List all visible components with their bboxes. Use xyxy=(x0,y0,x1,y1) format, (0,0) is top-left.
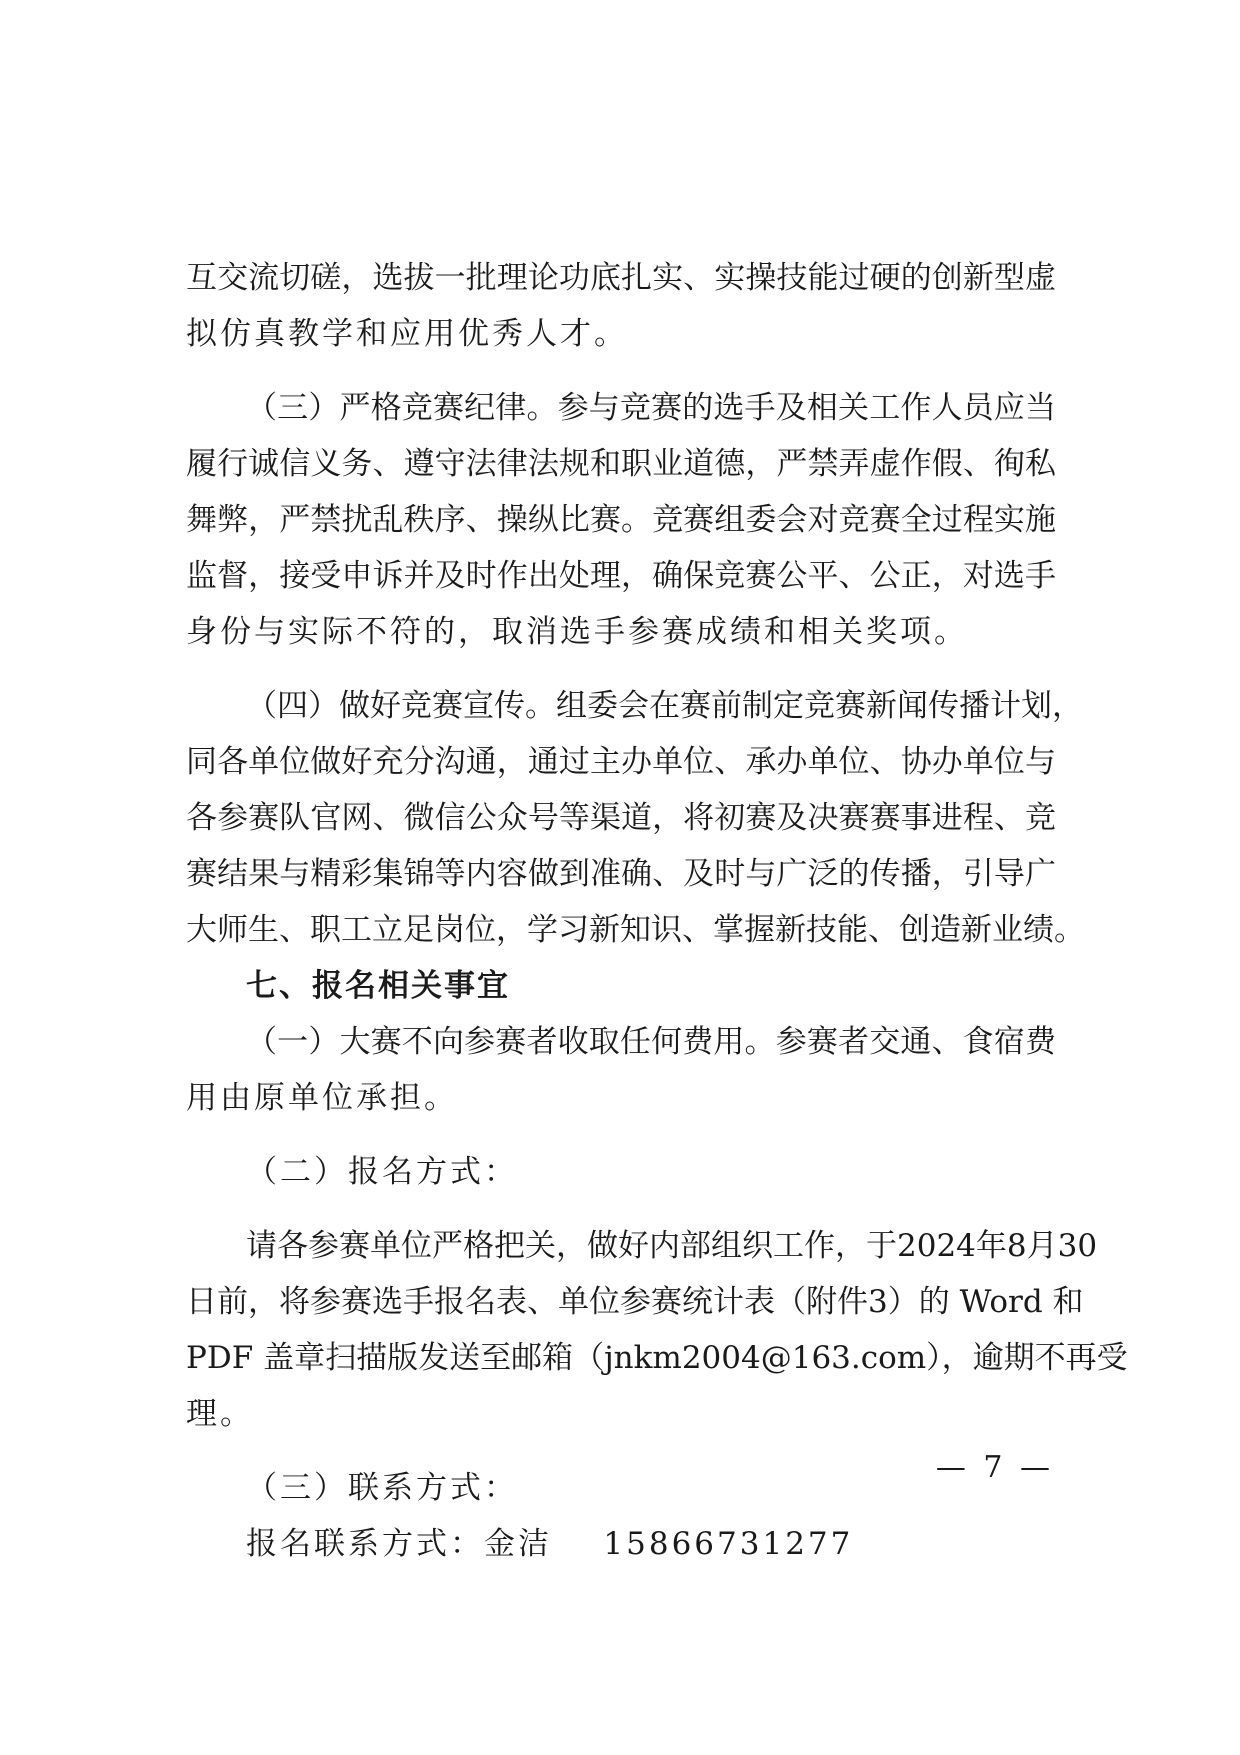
text-line: 同各单位做好充分沟通，通过主办单位、承办单位、协办单位与 xyxy=(186,744,1056,780)
section-heading: 七、报名相关事宜 xyxy=(246,968,510,1004)
text-line: 互交流切磋，选拔一批理论功底扎实、实操技能过硬的创新型虚 xyxy=(186,260,1056,296)
page-number: — 7 — xyxy=(935,1450,1054,1485)
text-line: 舞弊，严禁扰乱秩序、操纵比赛。竞赛组委会对竞赛全过程实施 xyxy=(186,502,1056,538)
text-line: 履行诚信义务、遵守法律法规和职业道德，严禁弄虚作假、徇私 xyxy=(186,446,1056,482)
text-line: 大师生、职工立足岗位，学习新知识、掌握新技能、创造新业绩。 xyxy=(186,912,1085,948)
text-line: （二）报名方式： xyxy=(246,1154,518,1190)
text-line: （一）大赛不向参赛者收取任何费用。参赛者交通、食宿费 xyxy=(246,1024,1056,1060)
text-line: 理。 xyxy=(186,1396,254,1432)
text-line: 各参赛队官网、微信公众号等渠道，将初赛及决赛赛事进程、竞 xyxy=(186,800,1056,836)
text-line: PDF 盖章扫描版发送至邮箱（jnkm2004@163.com），逾期不再受 xyxy=(186,1340,1128,1376)
text-line: 监督，接受申诉并及时作出处理，确保竞赛公平、公正，对选手 xyxy=(186,558,1056,594)
text-line: 用由原单位承担。 xyxy=(186,1080,458,1116)
text-line: （三）联系方式： xyxy=(246,1470,518,1506)
text-line: 拟仿真教学和应用优秀人才。 xyxy=(186,316,628,352)
document-body xyxy=(186,250,1128,1572)
contact-line: 报名联系方式：金洁 15866731277 xyxy=(246,1526,854,1562)
text-line: 日前，将参赛选手报名表、单位参赛统计表（附件3）的 Word 和 xyxy=(186,1284,1084,1320)
text-line: 身份与实际不符的，取消选手参赛成绩和相关奖项。 xyxy=(186,614,968,650)
text-line: （三）严格竞赛纪律。参与竞赛的选手及相关工作人员应当 xyxy=(246,390,1056,426)
text-line: 赛结果与精彩集锦等内容做到准确、及时与广泛的传播，引导广 xyxy=(186,856,1056,892)
text-line: 请各参赛单位严格把关，做好内部组织工作，于2024年8月30 xyxy=(246,1228,1098,1264)
text-line: （四）做好竞赛宣传。组委会在赛前制定竞赛新闻传播计划， xyxy=(246,688,1083,724)
